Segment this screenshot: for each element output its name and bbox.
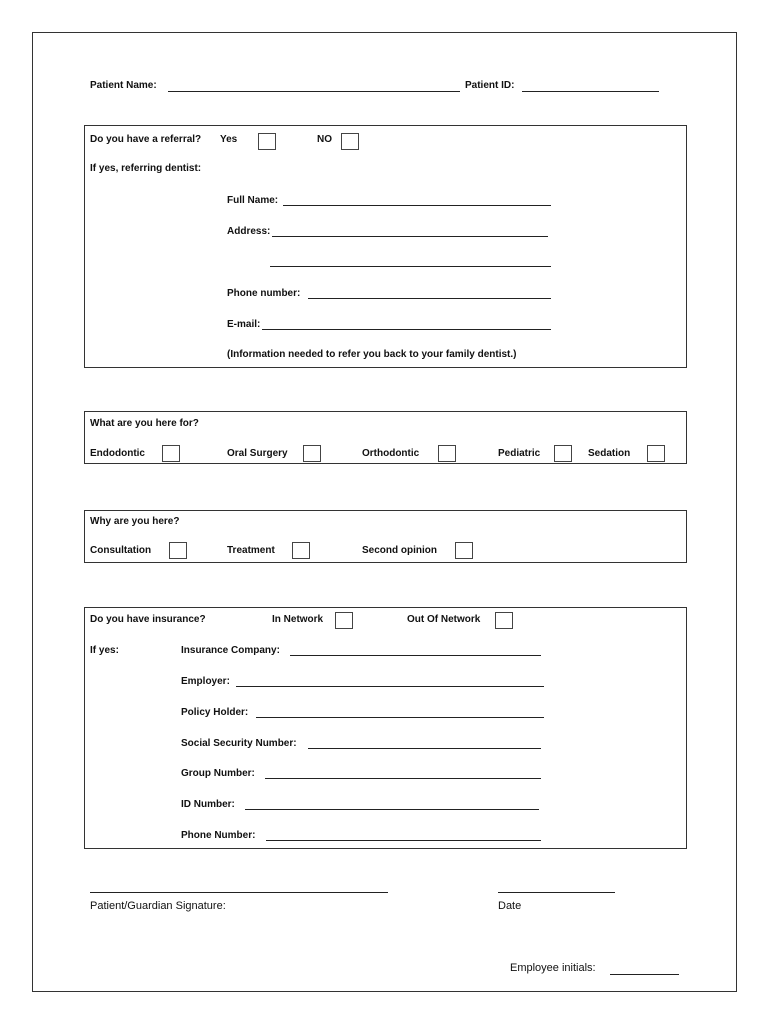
option-endodontic-checkbox[interactable] (162, 445, 180, 462)
option-endodontic-label: Endodontic (90, 448, 145, 459)
insurance-section (84, 607, 687, 849)
insurance-company-field[interactable] (290, 655, 541, 656)
patient-id-label: Patient ID: (465, 80, 515, 91)
email-field[interactable] (262, 329, 551, 330)
option-pediatric-checkbox[interactable] (554, 445, 572, 462)
insurance-phone-field[interactable] (266, 840, 541, 841)
employee-initials-label: Employee initials: (510, 962, 596, 974)
patient-name-label: Patient Name: (90, 80, 157, 91)
in-network-checkbox[interactable] (335, 612, 353, 629)
reason-question: Why are you here? (90, 516, 180, 527)
address-field-line2[interactable] (270, 266, 551, 267)
employee-initials-field[interactable] (610, 974, 679, 975)
email-label: E-mail: (227, 319, 261, 330)
address-field[interactable] (272, 236, 548, 237)
option-second-opinion-checkbox[interactable] (455, 542, 473, 559)
id-number-field[interactable] (245, 809, 539, 810)
referral-yes-checkbox[interactable] (258, 133, 276, 150)
full-name-field[interactable] (283, 205, 551, 206)
date-line[interactable] (498, 892, 615, 893)
option-pediatric-label: Pediatric (498, 448, 541, 459)
group-number-label: Group Number: (181, 768, 255, 779)
option-sedation-checkbox[interactable] (647, 445, 665, 462)
option-oral-surgery-label: Oral Surgery (227, 448, 288, 459)
purpose-question: What are you here for? (90, 418, 199, 429)
in-network-label: In Network (272, 614, 324, 625)
full-name-label: Full Name: (227, 195, 279, 206)
id-number-label: ID Number: (181, 799, 235, 810)
option-treatment-checkbox[interactable] (292, 542, 310, 559)
insurance-phone-label: Phone Number: (181, 830, 256, 841)
date-label: Date (498, 900, 522, 912)
signature-label: Patient/Guardian Signature: (90, 900, 226, 912)
ssn-field[interactable] (308, 748, 541, 749)
insurance-if-yes-label: If yes: (90, 645, 119, 656)
out-network-label: Out Of Network (407, 614, 481, 625)
referral-if-yes-label: If yes, referring dentist: (90, 163, 202, 174)
signature-line[interactable] (90, 892, 388, 893)
referral-no-label: NO (317, 134, 332, 145)
insurance-company-label: Insurance Company: (181, 645, 280, 656)
option-oral-surgery-checkbox[interactable] (303, 445, 321, 462)
referral-section (84, 125, 687, 368)
address-label: Address: (227, 226, 271, 237)
patient-id-field[interactable] (522, 91, 659, 92)
patient-name-field[interactable] (168, 91, 460, 92)
referral-question: Do you have a referral? (90, 134, 202, 145)
ssn-label: Social Security Number: (181, 738, 297, 749)
option-orthodontic-label: Orthodontic (362, 448, 420, 459)
option-consultation-label: Consultation (90, 545, 152, 556)
employer-label: Employer: (181, 676, 230, 687)
referral-no-checkbox[interactable] (341, 133, 359, 150)
referral-note: (Information needed to refer you back to your family dentist.) (227, 349, 517, 360)
referral-yes-label: Yes (220, 134, 238, 145)
policy-holder-label: Policy Holder: (181, 707, 249, 718)
option-second-opinion-label: Second opinion (362, 545, 437, 556)
employer-field[interactable] (236, 686, 544, 687)
phone-field[interactable] (308, 298, 551, 299)
policy-holder-field[interactable] (256, 717, 544, 718)
option-treatment-label: Treatment (227, 545, 275, 556)
out-network-checkbox[interactable] (495, 612, 513, 629)
option-orthodontic-checkbox[interactable] (438, 445, 456, 462)
group-number-field[interactable] (265, 778, 541, 779)
option-consultation-checkbox[interactable] (169, 542, 187, 559)
insurance-question: Do you have insurance? (90, 614, 206, 625)
option-sedation-label: Sedation (588, 448, 631, 459)
phone-label: Phone number: (227, 288, 301, 299)
